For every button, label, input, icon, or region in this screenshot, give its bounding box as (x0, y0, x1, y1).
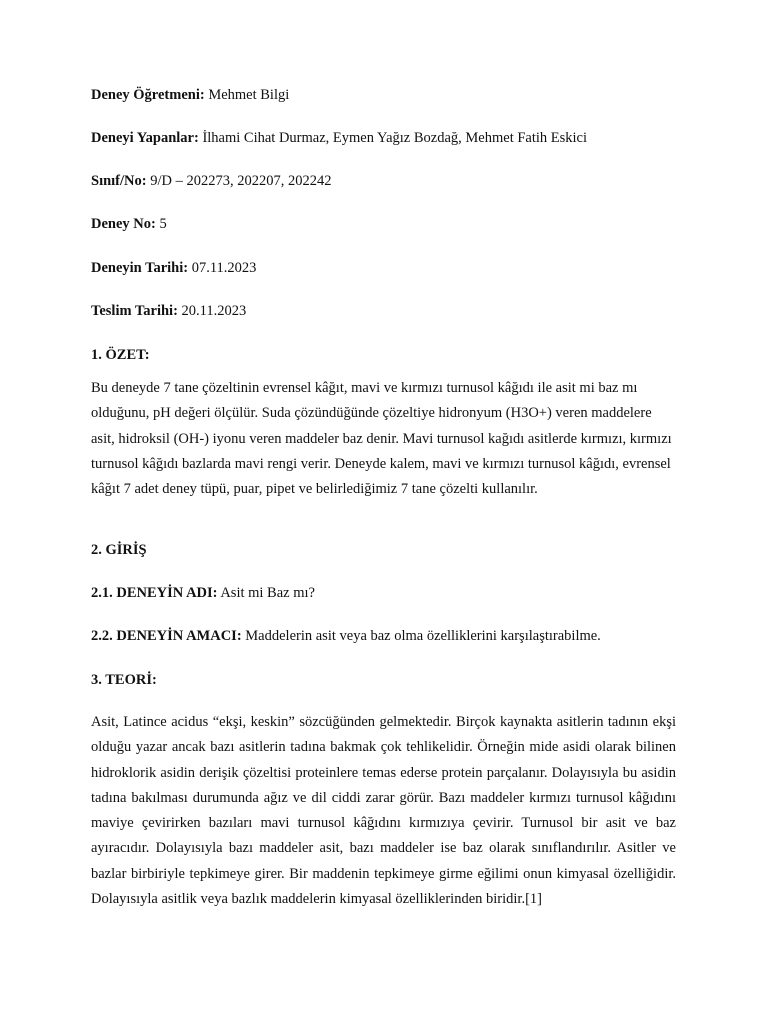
experiment-name-label: 2.1. DENEYİN ADI: (91, 585, 218, 601)
theory-paragraph: Asit, Latince acidus “ekşi, keskin” sözcüğünden gelmektedir. Birçok kaynakta asitlerin tadının ekşi olduğu yazar ancak bazı asitlerin tadına bakmak çok tehlikelidir. Örneğin mide asidi olarak bilinen hidroklorik asidin derişik çözeltisi proteinlere temas ederse protein parçalanır. Dolayısıyla bu asidin tadına bakılması durumunda ağız ve dil ciddi zarar görür. Bazı maddeler kırmızı turnusol kâğıdını maviye çevirirken bazıları mavi turnusol kâğıdını kırmızıya çevirir. Turnusol bir asit ve baz ayıracıdır. Dolayısıyla bazı maddeler asit, bazı maddeler ise baz olarak sınıflandırılır. Asitler ve bazlar birbiriyle tepkimeye girer. Bir maddenin tepkimeye girme eğilimi onun kimyasal özelliğidir. Dolayısıyla asitlik veya bazlık maddelerin kimyasal özelliklerinden biridir.[1] (91, 714, 676, 908)
performers-line (91, 129, 587, 147)
experiment-number-label: Deney No: (91, 216, 156, 232)
experiment-name-value: Asit mi Baz mı? (220, 585, 315, 601)
summary-paragraph: Bu deneyde 7 tane çözeltinin evrensel kâğıt, mavi ve kırmızı turnusol kâğıdı ile asit mi baz mı olduğunu, pH değeri ölçülür. Suda çözündüğünde çözeltiye hidronyum (H3O+) veren maddelere asit, hidroksil (OH-) iyonu veren maddeler baz denir. Mavi turnusol kağıdı asitlerde kırmızı, kırmızı turnusol kâğıdı bazlarda mavi rengi verir. Deneyde kalem, mavi ve kırmızı turnusol kâğıdı, evrensel kâğıt 7 adet deney tüpü, puar, pipet ve belirlediğimiz 7 tane çözelti kullanılır. (91, 380, 672, 498)
experiment-purpose-line (91, 627, 601, 645)
performers-value: İlhami Cihat Durmaz, Eymen Yağız Bozdağ, Mehmet Fatih Eskici (202, 130, 588, 146)
experiment-number-value: 5 (159, 216, 167, 232)
submission-date-label: Teslim Tarihi: (91, 303, 178, 319)
class-line (91, 172, 331, 190)
experiment-date-value: 07.11.2023 (191, 260, 257, 276)
submission-date-line (91, 302, 246, 320)
class-label: Sınıf/No: (91, 173, 147, 189)
experiment-purpose-label: 2.2. DENEYİN AMACI: (91, 628, 242, 644)
teacher-value: Mehmet Bilgi (208, 87, 290, 103)
experiment-name-line (91, 584, 315, 602)
experiment-date-label: Deneyin Tarihi: (91, 260, 189, 276)
experiment-number-line (91, 215, 167, 233)
intro-heading: 2. GİRİŞ (91, 542, 147, 558)
submission-date-value: 20.11.2023 (181, 303, 247, 319)
class-value: 9/D – 202273, 202207, 202242 (150, 173, 332, 189)
teacher-line (91, 86, 289, 104)
theory-heading: 3. TEORİ: (91, 672, 157, 688)
performers-label: Deneyi Yapanlar: (91, 130, 199, 146)
experiment-purpose-value: Maddelerin asit veya baz olma özelliklerini karşılaştırabilme. (245, 628, 601, 644)
summary-heading: 1. ÖZET: (91, 347, 150, 363)
experiment-date-line (91, 259, 256, 277)
teacher-label: Deney Öğretmeni: (91, 87, 205, 103)
